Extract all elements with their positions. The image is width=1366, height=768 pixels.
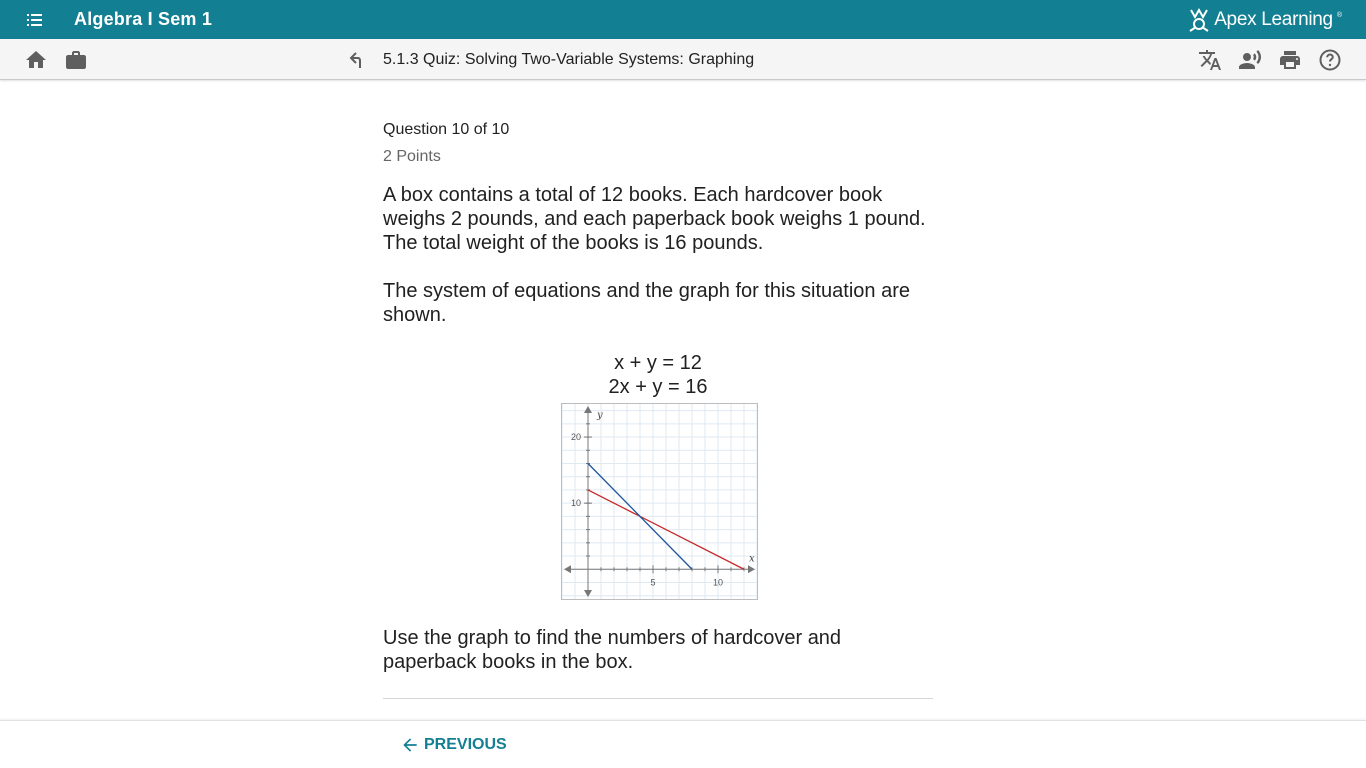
- brand-trademark: ®: [1336, 12, 1342, 19]
- chart-svg: [562, 404, 757, 599]
- x-axis-arrow-right: [748, 565, 755, 573]
- top-bar: [0, 0, 1366, 39]
- back-arrow-icon[interactable]: [346, 48, 370, 72]
- graph: [561, 403, 758, 600]
- divider: [383, 698, 933, 699]
- toolbar: [0, 39, 1366, 80]
- print-icon[interactable]: [1278, 48, 1302, 72]
- read-aloud-icon[interactable]: [1238, 48, 1262, 72]
- course-title: Algebra I Sem 1: [74, 9, 213, 29]
- question-text-2: The system of equations and the graph for this situation are shown.: [383, 280, 910, 326]
- previous-button[interactable]: [400, 733, 507, 757]
- home-icon[interactable]: [24, 48, 48, 72]
- previous-label: PREVIOUS: [424, 736, 507, 753]
- y-axis-arrow-up: [584, 406, 592, 413]
- x-axis-label: x: [748, 553, 755, 565]
- translate-icon[interactable]: [1198, 48, 1222, 72]
- y-axis-label: y: [597, 410, 603, 421]
- briefcase-icon[interactable]: [64, 48, 88, 72]
- y-tick-label: 10: [570, 498, 581, 509]
- brand-logo: [1188, 6, 1342, 34]
- question-text: A box contains a total of 12 books. Each hardcover book weighs 2 pounds, and each paperback book weighs 1 pound. The total weight of the books is 16 pounds.: [383, 184, 926, 254]
- help-icon[interactable]: [1318, 48, 1342, 72]
- x-axis-arrow-left: [564, 565, 571, 573]
- footer-nav: [0, 720, 1366, 768]
- arrow-left-icon: [400, 735, 420, 755]
- menu-icon[interactable]: [24, 10, 48, 30]
- lesson-title: 5.1.3 Quiz: Solving Two-Variable Systems: Graphing: [383, 51, 755, 68]
- y-tick-label: 20: [570, 432, 581, 443]
- x-tick-label: 10: [712, 577, 724, 588]
- equation-2: 2x + y = 16: [608, 376, 708, 398]
- question-prompt: Use the graph to find the numbers of hardcover and paperback books in the box.: [383, 627, 842, 673]
- question-number: Question 10 of 10: [383, 121, 510, 138]
- equation-1: x + y = 12: [614, 352, 702, 374]
- x-tick-label: 5: [650, 577, 656, 588]
- brand-name: Apex Learning: [1214, 9, 1333, 30]
- apex-logo-icon: [1188, 7, 1210, 33]
- question-points: 2 Points: [383, 148, 441, 165]
